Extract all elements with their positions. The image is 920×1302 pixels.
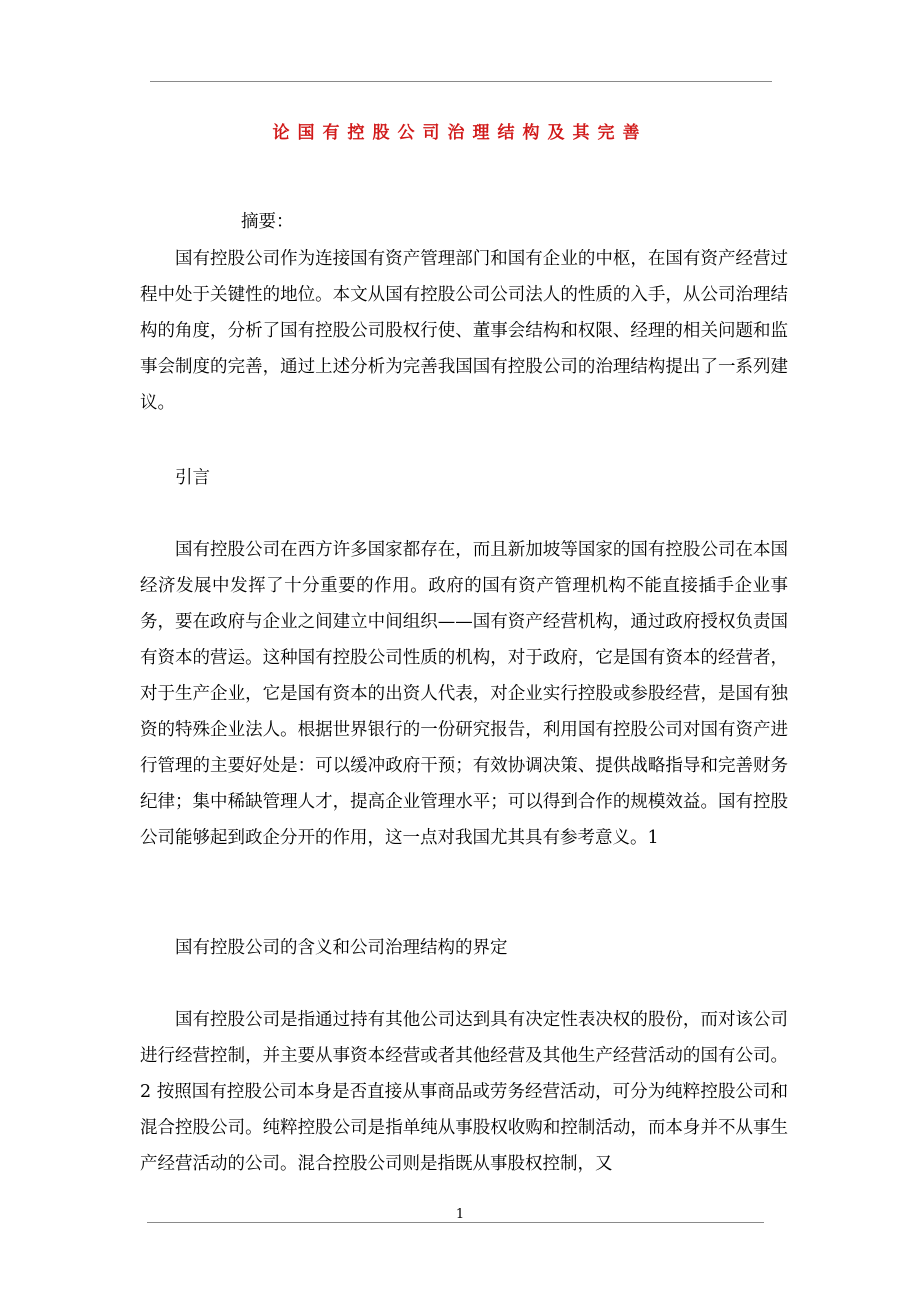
abstract-paragraph: 国有控股公司作为连接国有资产管理部门和国有企业的中枢，在国有资产经营过程中处于关键性的地位。本文从国有控股公司公司法人的性质的入手，从公司治理结构的角度，分析了国有控股公司股权行使、董事会结构和权限、经理的相关问题和监事会制度的完善，通过上述分析为完善我国国有控股公司的治理结构提出了一系列建议。 [140,249,788,413]
intro-block [140,532,788,856]
header-rule [150,81,772,82]
abstract-block [140,241,788,421]
section-paragraph: 国有控股公司是指通过持有其他公司达到具有决定性表决权的股份，而对该公司进行经营控制，并主要从事资本经营或者其他经营及其他生产经营活动的国有公司。2 按照国有控股公司本身是否直接从事商品或劳务经营活动，可分为纯粹控股公司和混合控股公司。纯粹控股公司是指单纯从事股权收购和控制活动，而本身并不从事生产经营活动的公司。混合控股公司则是指既从事股权控制，又 [140,1010,788,1174]
intro-paragraph: 国有控股公司在西方许多国家都存在，而且新加坡等国家的国有控股公司在本国经济发展中发挥了十分重要的作用。政府的国有资产管理机构不能直接插手企业事务，要在政府与企业之间建立中间组织——国有资产经营机构，通过政府授权负责国有资本的营运。这种国有控股公司性质的机构，对于政府，它是国有资本的经营者，对于生产企业，它是国有资本的出资人代表，对企业实行控股或参股经营，是国有独资的特殊企业法人。根据世界银行的一份研究报告，利用国有控股公司对国有资产进行管理的主要好处是：可以缓冲政府干预；有效协调决策、提供战略指导和完善财务纪律；集中稀缺管理人才，提高企业管理水平；可以得到合作的规模效益。国有控股公司能够起到政企分开的作用，这一点对我国尤其具有参考意义。1 [140,540,788,848]
intro-heading-block [140,460,788,496]
section-heading: 国有控股公司的含义和公司治理结构的界定 [175,938,508,958]
document-title: 论国有控股公司治理结构及其完善 [272,123,648,143]
section-heading-block [140,930,788,966]
page-number: 1 [455,1207,465,1222]
footer-rule [147,1222,764,1223]
abstract-label: 摘要： [241,212,294,232]
section-block [140,1002,788,1182]
intro-heading: 引言 [175,468,210,488]
